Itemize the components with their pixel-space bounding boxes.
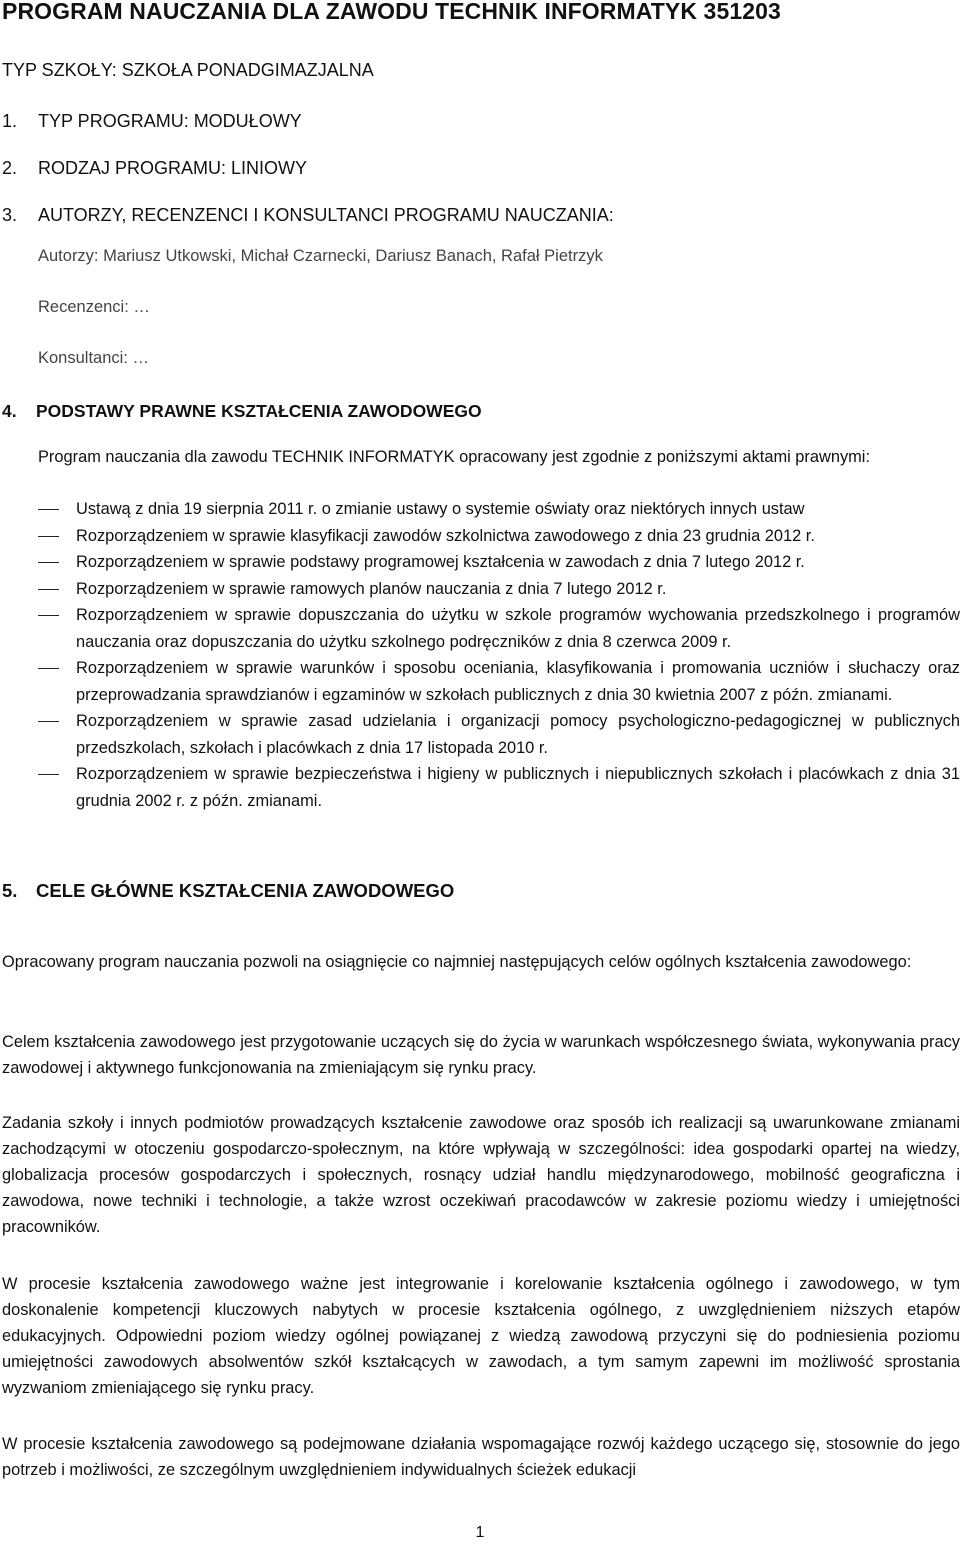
item-3-text: AUTORZY, RECENZENCI I KONSULTANCI PROGRAMU NAUCZANIA:	[38, 205, 614, 225]
item-1-text: TYP PROGRAMU: MODUŁOWY	[38, 111, 302, 131]
section-5-number: 5.	[2, 880, 18, 901]
school-type: TYP SZKOŁY: SZKOŁA PONADGIMAZJALNA	[2, 60, 374, 80]
list-item: Rozporządzeniem w sprawie zasad udzielania i organizacji pomocy psychologiczno-pedagogicznej w publicznych przedszkolach, szkołach i placówkach z dnia 17 listopada 2010 r.	[38, 708, 960, 761]
item-2-text: RODZAJ PROGRAMU: LINIOWY	[38, 158, 308, 178]
section-4-heading	[2, 401, 482, 422]
dash-bullet	[38, 536, 59, 537]
reviewers-line: Recenzenci: …	[38, 298, 150, 316]
dash-bullet	[38, 721, 59, 722]
dash-bullet	[38, 774, 59, 775]
legal-acts-list	[38, 496, 960, 814]
dash-bullet	[38, 589, 59, 590]
paragraph-1: Opracowany program nauczania pozwoli na osiągnięcie co najmniej następujących celów ogólnych kształcenia zawodowego:	[2, 953, 912, 971]
item-1	[2, 111, 302, 132]
list-item: Rozporządzeniem w sprawie klasyfikacji zawodów szkolnictwa zawodowego z dnia 23 grudnia 2012 r.	[38, 523, 960, 550]
item-3-number: 3.	[2, 205, 18, 225]
section-4-title: PODSTAWY PRAWNE KSZTAŁCENIA ZAWODOWEGO	[36, 401, 482, 421]
consultants-line: Konsultanci: …	[38, 349, 149, 367]
item-1-number: 1.	[2, 111, 18, 131]
dash-bullet	[38, 615, 59, 616]
item-3	[2, 205, 614, 226]
list-item: Rozporządzeniem w sprawie ramowych planów nauczania z dnia 7 lutego 2012 r.	[38, 576, 960, 603]
paragraph-4: W procesie kształcenia zawodowego ważne jest integrowanie i korelowanie kształcenia ogólnego i zawodowego, w tym doskonalenie kompetencji kluczowych nabytych w procesie kształcenia ogólnego, z uwzględnieniem niższych etapów edukacyjnych. Odpowiedni poziom wiedzy ogólnej powiązanej z wiedzą zawodową przyczyni się do podniesienia poziomu umiejętności zawodowych absolwentów szkół kształcących w zawodach, a tym samym zapewni im możliwość sprostania wyzwaniom zmieniającego się rynku pracy.	[2, 1275, 960, 1397]
section-5-heading	[2, 880, 454, 902]
dash-bullet	[38, 562, 59, 563]
paragraph-5: W procesie kształcenia zawodowego są podejmowane działania wspomagające rozwój każdego uczącego się, stosownie do jego potrzeb i możliwości, ze szczególnym uwzględnieniem indywidualnych ścieżek edukacji	[2, 1435, 960, 1479]
authors-line: Autorzy: Mariusz Utkowski, Michał Czarnecki, Dariusz Banach, Rafał Pietrzyk	[38, 247, 603, 265]
list-item: Rozporządzeniem w sprawie bezpieczeństwa i higieny w publicznych i niepublicznych szkołach i placówkach z dnia 31 grudnia 2002 r. z późn. zmianami.	[38, 761, 960, 814]
paragraph-2: Celem kształcenia zawodowego jest przygotowanie uczących się do życia w warunkach współczesnego świata, wykonywania pracy zawodowej i aktywnego funkcjonowania na zmieniającym się rynku pracy.	[2, 1033, 960, 1077]
list-item: Rozporządzeniem w sprawie podstawy programowej kształcenia w zawodach z dnia 7 lutego 2012 r.	[38, 549, 960, 576]
section-4-number: 4.	[2, 401, 17, 421]
list-item: Rozporządzeniem w sprawie dopuszczania do użytku w szkole programów wychowania przedszkolnego i programów nauczania oraz dopuszczania do użytku szkolnego podręczników z dnia 8 czerwca 2009 r.	[38, 602, 960, 655]
item-2-number: 2.	[2, 158, 18, 178]
page-number: 1	[475, 1524, 485, 1541]
section-5-title: CELE GŁÓWNE KSZTAŁCENIA ZAWODOWEGO	[36, 880, 455, 901]
dash-bullet	[38, 668, 59, 669]
item-2	[2, 158, 307, 179]
list-item: Ustawą z dnia 19 sierpnia 2011 r. o zmianie ustawy o systemie oświaty oraz niektórych innych ustaw	[38, 496, 960, 523]
dash-bullet	[38, 509, 59, 510]
list-item: Rozporządzeniem w sprawie warunków i sposobu oceniania, klasyfikowania i promowania uczniów i słuchaczy oraz przeprowadzania sprawdzianów i egzaminów w szkołach publicznych z dnia 30 kwietnia 2007 z późn. zmianami.	[38, 655, 960, 708]
section-4-intro: Program nauczania dla zawodu TECHNIK INFORMATYK opracowany jest zgodnie z poniższymi aktami prawnymi:	[38, 448, 870, 466]
document-title: PROGRAM NAUCZANIA DLA ZAWODU TECHNIK INFORMATYK 351203	[2, 0, 781, 24]
paragraph-3: Zadania szkoły i innych podmiotów prowadzących kształcenie zawodowe oraz sposób ich realizacji są uwarunkowane zmianami zachodzącymi w otoczeniu gospodarczo-społecznym, na które wpływają w szczególności: idea gospodarki opartej na wiedzy, globalizacja procesów gospodarczych i społecznych, rosnący udział handlu międzynarodowego, mobilność geograficzna i zawodowa, nowe techniki i technologie, a także wzrost oczekiwań pracodawców w zakresie poziomu wiedzy i umiejętności pracowników.	[2, 1114, 960, 1236]
